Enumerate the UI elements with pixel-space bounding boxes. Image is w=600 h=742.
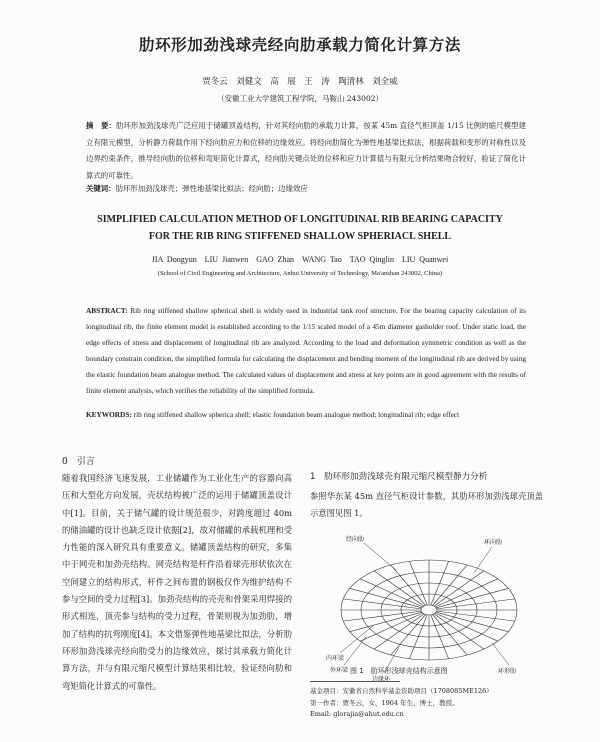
section-0-body: 随着我国经济飞速发展，工业储罐作为工业化生产的容器向高压和大型化方向发展，壳状结构被广泛的运用于储罐顶盖设计中[1]。目前，关于储气罐的设计规范很少，对跨度超过 40m 的储油罐的设计也缺乏设计依据[2]，故对储罐的承载机理和受力性能的深入研究具有重要意义。储罐顶盖结构的研究，多集中于网壳和加劲壳结构。网壳结构是杆件沿着球壳形状依次在空间建立的结构形式，杆件之间布置的钢板仅作为维护结构不参与空间的受力过程[3]。加劲壳结构的壳壳和骨架采用焊接的形式相连，顶壳参与结构的受力过程，骨架则视为加劲肋，增加了结构的抗弯刚度[4]。本文借鉴弹性地基梁比拟法，分析肋环形加劲浅球壳经向肋受力的边缘效应，探讨其承载力简化计算方法，并与有限元缩尺模型计算结果相比较，验证经向肋和弯矩简化计算式的可靠性。 [62,473,292,691]
authors-en: JIA Dongyun LIU Jianwen GAO Zhan WANG Tao TAO Qinglin LIU Quanwei [151,255,449,264]
paper-title-en [0,211,600,245]
radial-rib [343,599,421,609]
label-center: 环形肋 [498,668,517,675]
abstract-en-text: Rib ring stiffened shallow spherical shell is widely used in industrial tank roof structure. For the bearing capacity calculation of its longitudinal rib, the finite element model is established according to the 1/15 scaled model of a 45m diameter gasholder roof. Under static load, the edge effects of stress and displacement of longitudinal rib are analyzed. According to the load and deformation symmetric condition as well as the boundary constrain condition, the simplified formula for calculating the displacement and bending moment of the longitudinal rib are derived by using the elastic foundation beam analogue method. The calculated values of displacement and stress at key points are in good agreement with the results of finite element analysis, which verifies the reliability of the simplified formula. [86,306,526,396]
footnote [310,686,550,721]
footnote-author: 第一作者：贾冬云，女，1964 年生，博士，教授。 [310,698,459,707]
abstract-cn-label: 摘 要： [86,121,116,130]
radial-rib [343,611,421,621]
keywords-en-label: KEYWORDS: [86,410,132,419]
radial-rib [437,599,515,609]
affiliation-en: (School of Civil Engineering and Architecture, Anhui University of Technology, Ma'anshan 243002, China) [157,270,443,277]
label-edge-ring: 边缘环 [372,676,391,683]
footnote-funding: 基金项目：安徽省自然科学基金资助项目（1708085ME126） [310,687,493,695]
label-hoop-rib: 环向肋 [484,539,503,546]
affiliation-cn: （安徽工业大学建筑工程学院，马鞍山 243002） [216,94,383,103]
title-en-line-1: SIMPLIFIED CALCULATION METHOD OF LONGITUDINAL RIB BEARING CAPACITY [97,214,503,225]
footnote-divider [310,681,400,682]
footnote-email: Email: glorajia@ahut.edu.cn [310,710,404,718]
keywords-en-text: rib ring stiffened shallow spherica shell; elastic foundation beam analogue method; longitudinal rib; edge effect [133,410,460,419]
keywords-cn-label: 关键词： [86,184,116,193]
abstract-cn-text: 肋环形加劲浅球壳广泛应用于储罐顶盖结构，针对其经向肋的承载力计算，按某 45m 直径气柜顶盖 1/15 比例的缩尺模型建立有限元模型，分析静力荷载作用下经向肋应力和位移的边缘效应。将经向肋简化为弹性地基梁比拟法，根据荷载和变形的对称性以及边界约束条件，推导经向肋的位移和弯矩简化计算式，经向肋关键点处的位移和应力计算值与有限元分析结果吻合较好，验证了简化计算式的可靠性。 [86,121,526,180]
leader-center [492,643,509,665]
abstract-cn [86,118,526,184]
section-1-body: 参照华东某 45m 直径气柜设计参数，其肋环形加劲浅球壳顶盖示意图见图 1。 [310,491,543,519]
label-outer-ring: 外环梁 [330,667,349,674]
label-inner-ring: 内环梁 [326,655,345,662]
shell-structure-diagram [341,560,517,660]
radial-ribs [341,560,517,660]
figure-1-diagram [324,525,544,705]
keywords-en [86,407,526,423]
section-1-heading: 1 肋环形加劲浅球壳有限元缩尺模型静力分析 [310,472,488,482]
leader-radial-rib [364,543,396,570]
title-en-line-2: FOR THE RIB RING STIFFENED SHALLOW SPHERIACL SHELL [148,231,452,242]
label-radial-rib: 经向肋 [346,536,365,543]
paper-title-cn: 肋环形加劲浅球壳经向肋承载力简化计算方法 [138,35,461,54]
radial-rib [437,611,515,621]
abstract-en-label: ABSTRACT: [86,306,128,315]
section-0-heading: 0 引言 [62,457,95,467]
figure-1-caption: 图 1 肋环形浅球壳结构示意图 [350,667,448,675]
keywords-cn-text: 肋环形加劲浅球壳；弹性地基梁比拟法；经向肋；边缘效应 [115,184,308,193]
abstract-en [86,303,526,400]
inner-ring [421,605,437,615]
keywords-cn [86,183,526,194]
authors-cn: 贾冬云 刘健文 高 展 王 涛 陶清林 刘全威 [202,77,398,87]
leader-hoop-rib [474,547,492,573]
leader-outer-ring [344,637,366,665]
